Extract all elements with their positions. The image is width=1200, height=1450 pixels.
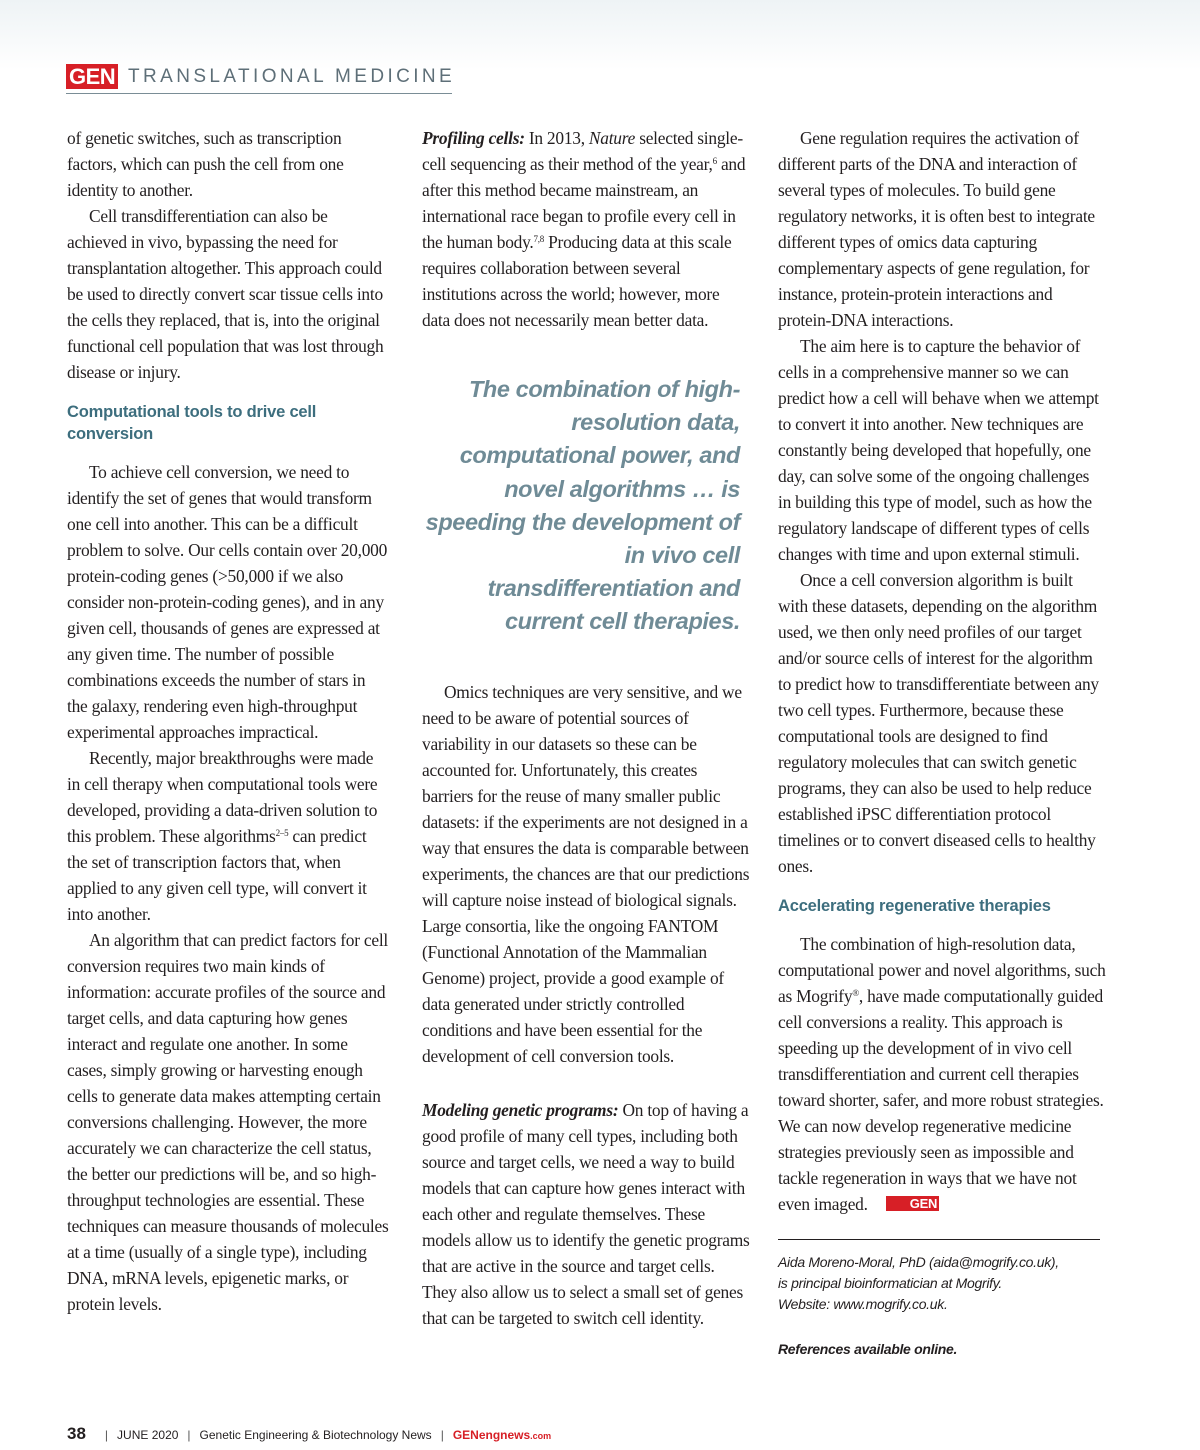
references-note: References available online. bbox=[778, 1341, 958, 1357]
paragraph: To achieve cell conversion, we need to identify the set of genes that would transform one cell into another. This can be a difficult problem to solve. Our cells contain over 20,000 protein-coding genes (>50,000 if we also consider non-protein-coding genes), and in any given cell, thousands of genes are expressed at any given time. The number of possible combinations exceeds the number of stars in the galaxy, rendering even high-throughput experimental approaches impractical. bbox=[67, 462, 388, 742]
column-3 bbox=[778, 125, 1106, 1360]
end-mark-logo: GEN bbox=[886, 1196, 939, 1211]
paragraph: Cell transdifferentiation can also be achieved in vivo, bypassing the need for transplantation altogether. This approach could be used to directly convert scar tissue cells into the cells they replaced, that is, into the original functional cell population that was lost through disease or injury. bbox=[67, 206, 384, 382]
paragraph bbox=[422, 1097, 750, 1331]
journal-name: Nature bbox=[588, 128, 636, 148]
paragraph: Once a cell conversion algorithm is built with these datasets, depending on the algorithm used, we then only need profiles of our target and/or source cells of interest for the algorithm to predict how to transdifferentiate between any two cell types. Furthermore, because these computational tools are designed to find regulatory molecules that can switch genetic programs, they can also be used to help reduce established iPSC differentiation protocol timelines or to convert diseased cells to healthy ones. bbox=[778, 570, 1099, 876]
section-heading: Accelerating regenerative therapies bbox=[778, 897, 1051, 915]
paragraph: The aim here is to capture the behavior of cells in a comprehensive manner so we can predict how a cell will behave when we attempt to convert it into another. New techniques are constantly being developed that hopefully, one day, can solve some of the ongoing challenges in building this type of model, such as how the regulatory landscape of different types of cells changes with time and upon external stimuli. bbox=[778, 336, 1099, 564]
page-number: 38 bbox=[67, 1424, 86, 1443]
text-run: , have made computationally guided cell conversions a reality. This approach is speeding up the development of in vivo cell transdifferentiation and current cell therapies toward shorter, safer, and more robust strategies. We can now develop regenerative medicine strategies previously seen as impossible and tackle regeneration in ways that we have not even imaged. bbox=[778, 986, 1104, 1214]
page-header bbox=[66, 63, 456, 94]
site-name: GENengnews bbox=[452, 1428, 531, 1442]
separator: | bbox=[440, 1428, 444, 1442]
citation: 6 bbox=[712, 156, 717, 166]
website-link[interactable] bbox=[453, 1428, 551, 1442]
separator: | bbox=[187, 1428, 191, 1442]
page-footer bbox=[67, 1424, 551, 1444]
text-run: On top of having a good profile of many cell types, including both source and target cells, we need a way to build models that can capture how genes interact with each other and regulate themselves. These models allow us to identify the genetic programs that are active in the source and target cells. They also allow us to select a small set of genes that can be targeted to switch cell identity. bbox=[422, 1099, 750, 1328]
separator: | bbox=[104, 1428, 109, 1442]
citation: 2–5 bbox=[275, 828, 289, 838]
paragraph: of genetic switches, such as transcription factors, which can push the cell from one identity to another. bbox=[67, 128, 344, 200]
text-run: can predict the set of transcription factors that, when applied to any given cell type, will convert it into another. bbox=[67, 826, 367, 924]
section-title: TRANSLATIONAL MEDICINE bbox=[128, 66, 456, 87]
section-heading: Computational tools to drive cell conversion bbox=[67, 403, 317, 443]
publication-name: Genetic Engineering & Biotechnology News bbox=[199, 1428, 432, 1442]
issue-date: JUNE 2020 bbox=[117, 1428, 179, 1442]
subheading: Modeling genetic programs: bbox=[422, 1099, 619, 1120]
text-run: and after this method became mainstream, an international race began to profile every cell in the human body. bbox=[422, 154, 746, 252]
trademark: ® bbox=[852, 988, 859, 998]
text-run: selected single-cell sequencing as their method of the year, bbox=[422, 128, 743, 174]
divider bbox=[778, 1239, 1100, 1240]
gen-logo: GEN bbox=[66, 64, 118, 89]
paragraph bbox=[67, 745, 389, 927]
column-1 bbox=[67, 125, 389, 1317]
paragraph: Omics techniques are very sensitive, and we need to be aware of potential sources of variability in our datasets so these can be accounted for. Unfortunately, this creates barriers for the reuse of many smaller public datasets: if the experiments are not designed in a way that ensures the data is comparable between experiments, the chances are that our predictions will capture noise instead of biological signals. Large consortia, like the ongoing FANTOM (Functional Annotation of the Mammalian Genome) project, provide a good example of data generated under strictly controlled conditions and have been essential for the development of cell conversion tools. bbox=[422, 681, 750, 1066]
site-tld: .com bbox=[530, 1431, 552, 1441]
pull-quote: The combination of high-resolution data, computational power, and novel algorithms … is speeding the development of in vivo cell transdifferentiation and current cell therapies. bbox=[425, 376, 740, 635]
column-2 bbox=[422, 125, 750, 1331]
text-run: Producing data at this scale requires collaboration between several institutions across the world; however, more data does not necessarily mean better data. bbox=[422, 232, 732, 330]
citation: 7,8 bbox=[533, 234, 545, 244]
author-bio bbox=[778, 1252, 1106, 1315]
text-run: In 2013, bbox=[524, 128, 589, 148]
bio-line: is principal bioinformatician at Mogrify. bbox=[778, 1275, 1002, 1291]
paragraph: Gene regulation requires the activation of different parts of the DNA and interaction of several types of molecules. To build gene regulatory networks, it is often best to integrate different types of omics data capturing complementary aspects of gene regulation, for instance, protein-protein interactions and protein-DNA interactions. bbox=[778, 128, 1095, 330]
paragraph bbox=[422, 125, 750, 333]
bio-line: Website: www.mogrify.co.uk. bbox=[778, 1296, 948, 1312]
paragraph bbox=[778, 931, 1106, 1217]
text-run: The combination of high-resolution data, computational power and novel algorithms, such as Mogrify bbox=[778, 934, 1106, 1006]
text-run: Recently, major breakthroughs were made in cell therapy when computational tools were developed, providing a data-driven solution to this problem. These algorithms bbox=[67, 748, 378, 846]
bio-line: Aida Moreno-Moral, PhD (aida@mogrify.co.uk), bbox=[778, 1254, 1059, 1270]
subheading: Profiling cells: bbox=[422, 128, 525, 148]
paragraph: An algorithm that can predict factors for cell conversion requires two main kinds of information: accurate profiles of the source and target cells, and data capturing how genes interact and regulate one another. In some cases, simply growing or harvesting enough cells to generate data makes attempting certain conversions challenging. However, the more accurately we can characterize the cell status, the better our predictions will be, and so high-throughput technologies are essential. These techniques can measure thousands of molecules at a time (usually of a single type), including DNA, mRNA levels, epigenetic marks, or protein levels. bbox=[67, 930, 389, 1314]
